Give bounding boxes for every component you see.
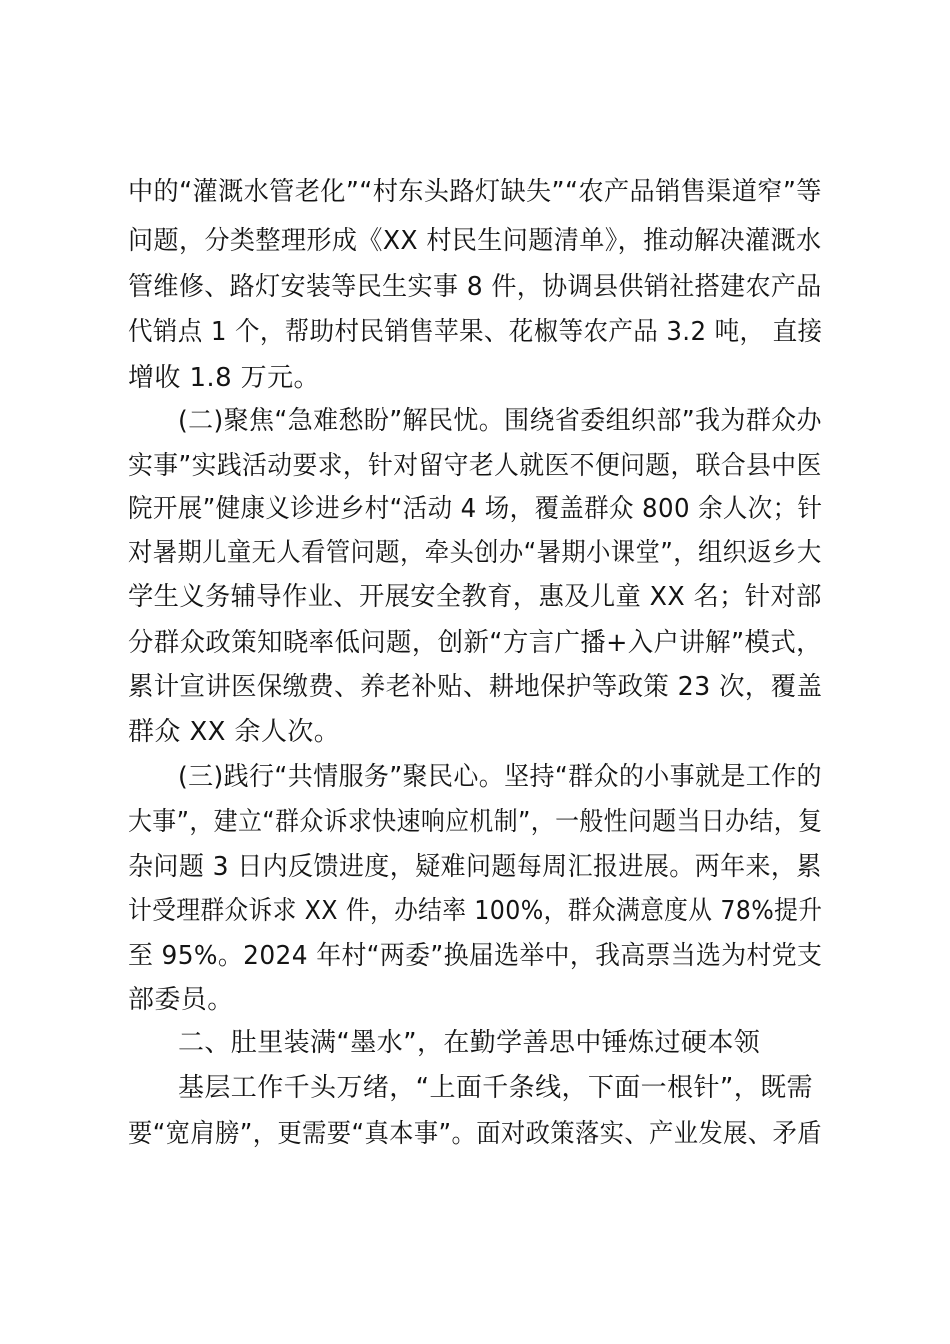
text-line: 大事”，建立“群众诉求快速响应机制”，一般性问题当日办结，复 — [128, 807, 823, 837]
section-heading: 二、肚里装满“墨水”，在勤学善思中锤炼过硬本领 — [178, 1028, 761, 1058]
text-line: 计受理群众诉求 XX 件，办结率 100%，群众满意度从 78%提升 — [128, 896, 823, 926]
text-line: 管维修、路灯安装等民生实事 8 件，协调县供销社搭建农产品 — [128, 272, 822, 302]
text-line: 增收 1.8 万元。 — [128, 363, 320, 393]
text-line: 群众 XX 余人次。 — [128, 717, 341, 747]
paragraph-heading-3: (三)践行“共情服务”聚民心。坚持“群众的小事就是工作的 — [178, 762, 822, 792]
text-line: 问题，分类整理形成《XX 村民生问题清单》，推动解决灌溉水 — [128, 226, 822, 256]
text-line: 实事”实践活动要求，针对留守老人就医不便问题，联合县中医 — [128, 451, 822, 481]
text-line: 院开展”健康义诊进乡村“活动 4 场，覆盖群众 800 余人次；针 — [128, 494, 823, 524]
paragraph-heading-2: (二)聚焦“急难愁盼”解民忧。围绕省委组织部”我为群众办 — [178, 406, 822, 436]
text-line: 中的“灌溉水管老化”“村东头路灯缺失”“农产品销售渠道窄”等 — [128, 177, 822, 207]
text-line: 部委员。 — [128, 985, 234, 1015]
text-line: 要“宽肩膀”，更需要“真本事”。面对政策落实、产业发展、矛盾 — [128, 1119, 822, 1149]
text-line: 代销点 1 个，帮助村民销售苹果、花椒等农产品 3.2 吨， 直接 — [128, 317, 823, 347]
text-line: 分群众政策知晓率低问题，创新“方言广播+入户讲解”模式， — [128, 628, 822, 658]
text-line: 对暑期儿童无人看管问题，牵头创办“暑期小课堂”，组织返乡大 — [128, 538, 822, 568]
text-line: 至 95%。2024 年村“两委”换届选举中，我高票当选为村党支 — [128, 941, 823, 971]
text-line: 杂问题 3 日内反馈进度，疑难问题每周汇报进展。两年来，累 — [128, 852, 822, 882]
text-line: 基层工作千头万绪，“上面千条线，下面一根针”，既需 — [178, 1073, 813, 1103]
text-line: 学生义务辅导作业、开展安全教育，惠及儿童 XX 名；针对部 — [128, 582, 822, 612]
text-line: 累计宣讲医保缴费、养老补贴、耕地保护等政策 23 次，覆盖 — [128, 672, 823, 702]
